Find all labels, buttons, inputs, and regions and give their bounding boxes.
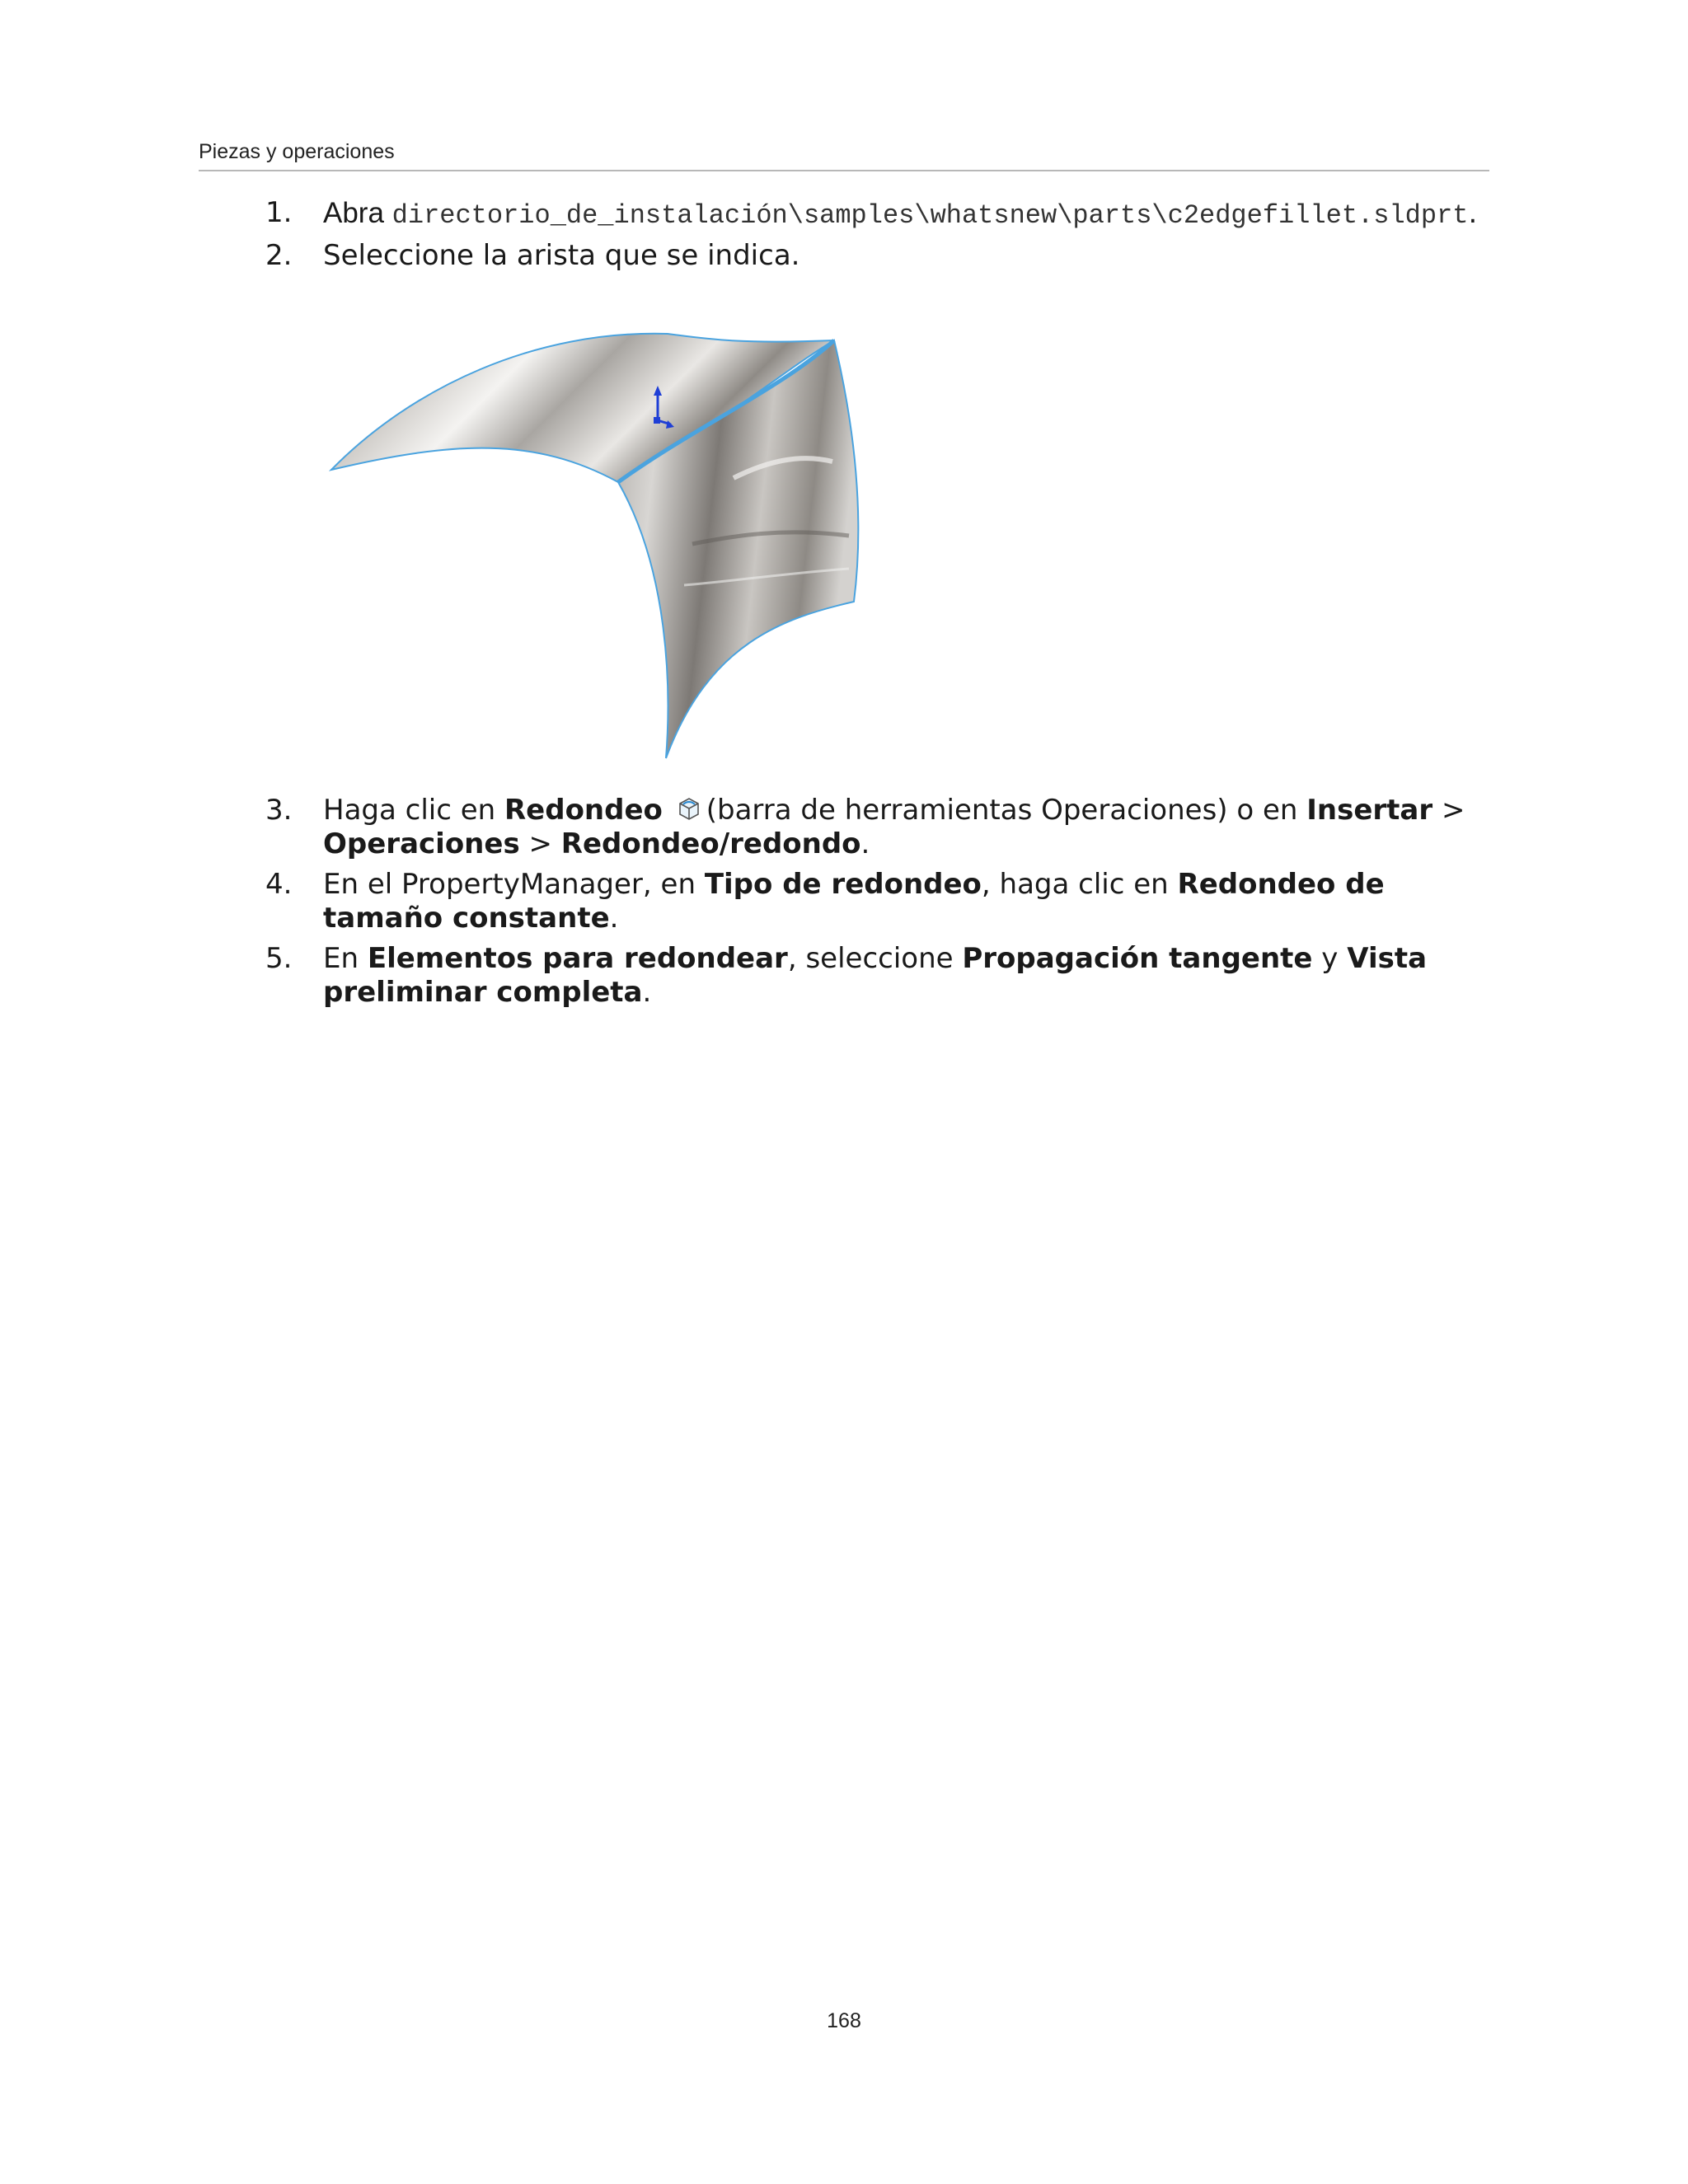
step-text-part: En el PropertyManager, en — [323, 868, 705, 901]
step-text-part: Seleccione la arista que se indica. — [323, 239, 800, 272]
step-text-part: Abra — [323, 197, 392, 229]
step-text-part: > — [1432, 794, 1465, 827]
step-text-part: y — [1312, 942, 1348, 975]
step-text-part: . — [1468, 197, 1478, 230]
step-number: 5. — [265, 942, 293, 975]
fillet-tool-icon — [675, 794, 703, 823]
step-text-part: (barra de herramientas Operaciones) o en — [706, 794, 1307, 827]
step-text — [323, 942, 1502, 1010]
ui-term: Redondeo de tamaño constante — [323, 868, 1385, 935]
ui-term: Insertar — [1306, 794, 1433, 827]
step-text — [323, 239, 1502, 273]
ui-term: Elementos para redondear — [367, 942, 788, 975]
step-text — [323, 794, 1502, 861]
step-text-part: En — [323, 942, 368, 975]
step-text-part: Haga clic en — [323, 794, 504, 827]
ui-term: Redondeo/redondo — [560, 827, 861, 860]
step-number: 1. — [265, 196, 293, 229]
step-text-part: , seleccione — [787, 942, 963, 975]
curved-surface-edge-illustration — [321, 297, 898, 766]
step-number: 2. — [265, 239, 293, 272]
ui-term: Vista preliminar completa — [323, 942, 1428, 1009]
ui-term: Tipo de redondeo — [704, 868, 982, 901]
step-text — [323, 196, 1502, 232]
page-header — [199, 140, 1489, 171]
ui-term: Redondeo — [504, 794, 663, 827]
step-text-part: . — [860, 827, 870, 860]
file-path: directorio_de_instalación\samples\whatsnew\parts\c2edgefillet.sldprt — [392, 200, 1469, 231]
step-text-part: . — [609, 902, 619, 935]
section-title: Piezas y operaciones — [199, 140, 395, 163]
step-number: 4. — [265, 868, 293, 901]
page-number: 168 — [827, 2009, 861, 2032]
step-text — [323, 868, 1502, 935]
step-text-part: > — [519, 827, 561, 860]
ui-term: Propagación tangente — [962, 942, 1313, 975]
ui-term: Operaciones — [323, 827, 520, 860]
step-number: 3. — [265, 794, 293, 827]
step-text-part: , haga clic en — [981, 868, 1178, 901]
step-text-part — [663, 794, 672, 827]
step-text-part: . — [642, 976, 652, 1009]
